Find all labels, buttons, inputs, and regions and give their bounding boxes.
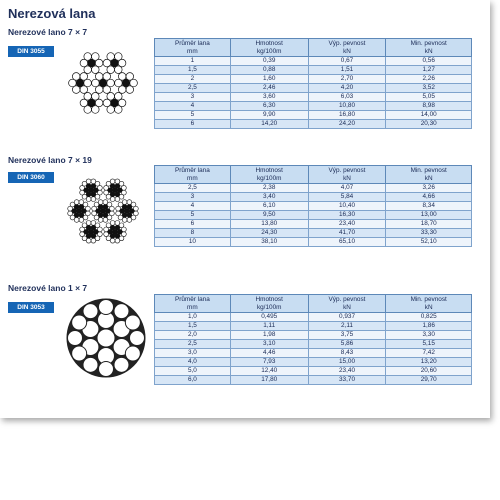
table-cell: 2,38 [230, 184, 308, 193]
table-row [155, 57, 472, 66]
table-cell: 14,20 [230, 120, 308, 129]
table-cell: 1,60 [230, 75, 308, 84]
header-weight: Hmotnost kg/100m [230, 39, 308, 57]
table-cell: 2,5 [155, 184, 231, 193]
table-cell: 29,70 [386, 376, 472, 385]
table-cell: 2,5 [155, 84, 231, 93]
table-cell: 1,86 [386, 322, 472, 331]
table-cell: 10,80 [308, 102, 386, 111]
spec-table-7x19 [154, 165, 472, 247]
table-cell: 41,70 [308, 229, 386, 238]
table-cell: 7,93 [230, 358, 308, 367]
table-row [155, 376, 472, 385]
table-cell: 24,20 [308, 120, 386, 129]
table-cell: 6,10 [230, 202, 308, 211]
table-row [155, 111, 472, 120]
table-cell: 0,937 [308, 313, 386, 322]
table-cell: 10 [155, 238, 231, 247]
table-cell: 4 [155, 102, 231, 111]
table-cell: 0,495 [230, 313, 308, 322]
table-row [155, 340, 472, 349]
table-row [155, 367, 472, 376]
table-cell: 5,05 [386, 93, 472, 102]
table-cell: 5,15 [386, 340, 472, 349]
table-cell: 16,80 [308, 111, 386, 120]
table-row [155, 349, 472, 358]
table-cell: 0,88 [230, 66, 308, 75]
table-row [155, 220, 472, 229]
header-diameter: Průměr lana mm [155, 166, 231, 184]
table-cell: 3,10 [230, 340, 308, 349]
table-cell: 3,60 [230, 93, 308, 102]
table-cell: 2,46 [230, 84, 308, 93]
table-cell: 13,20 [386, 358, 472, 367]
table-row [155, 238, 472, 247]
table-cell: 8,98 [386, 102, 472, 111]
table-cell: 20,60 [386, 367, 472, 376]
table-cell: 8,34 [386, 202, 472, 211]
table-row [155, 184, 472, 193]
table-cell: 4,07 [308, 184, 386, 193]
header-diameter: Průměr lana mm [155, 295, 231, 313]
table-cell: 5 [155, 111, 231, 120]
table-row [155, 211, 472, 220]
header-min-strength: Min. pevnost kN [386, 295, 472, 313]
header-calc-strength: Výp. pevnost kN [308, 39, 386, 57]
table-cell: 3,75 [308, 331, 386, 340]
table-cell: 3,0 [155, 349, 231, 358]
table-cell: 4,0 [155, 358, 231, 367]
table-cell: 4 [155, 202, 231, 211]
table-cell: 3,40 [230, 193, 308, 202]
table-cell: 9,90 [230, 111, 308, 120]
section-title-7x7: Nerezové lano 7 × 7 [8, 27, 88, 37]
table-cell: 8 [155, 229, 231, 238]
table-cell: 1,0 [155, 313, 231, 322]
table-cell: 3,30 [386, 331, 472, 340]
header-weight: Hmotnost kg/100m [230, 166, 308, 184]
table-cell: 4,20 [308, 84, 386, 93]
table-cell: 6,0 [155, 376, 231, 385]
table-row [155, 84, 472, 93]
table-cell: 0,39 [230, 57, 308, 66]
table-cell: 6 [155, 120, 231, 129]
table-cell: 2,11 [308, 322, 386, 331]
table-cell: 2,5 [155, 340, 231, 349]
header-min-strength: Min. pevnost kN [386, 166, 472, 184]
table-cell: 3 [155, 193, 231, 202]
spec-table-7x7 [154, 38, 472, 129]
table-cell: 10,40 [308, 202, 386, 211]
table-cell: 6,03 [308, 93, 386, 102]
table-cell: 16,30 [308, 211, 386, 220]
table-cell: 15,00 [308, 358, 386, 367]
table-row [155, 66, 472, 75]
din-badge-3053: DIN 3053 [8, 302, 54, 313]
table-cell: 5 [155, 211, 231, 220]
table-row [155, 313, 472, 322]
table-cell: 23,40 [308, 367, 386, 376]
table-cell: 0,67 [308, 57, 386, 66]
table-cell: 18,70 [386, 220, 472, 229]
table-cell: 38,10 [230, 238, 308, 247]
table-row [155, 93, 472, 102]
table-cell: 17,80 [230, 376, 308, 385]
page-title: Nerezová lana [8, 6, 96, 21]
rope-7x7-illustration [62, 42, 144, 124]
table-cell: 12,40 [230, 367, 308, 376]
table-cell: 8,43 [308, 349, 386, 358]
section-title-1x7: Nerezové lano 1 × 7 [8, 283, 88, 293]
table-row [155, 331, 472, 340]
table-cell: 33,70 [308, 376, 386, 385]
table-cell: 1 [155, 57, 231, 66]
table-cell: 2,26 [386, 75, 472, 84]
table-row [155, 120, 472, 129]
table-cell: 24,30 [230, 229, 308, 238]
table-cell: 23,40 [308, 220, 386, 229]
table-cell: 0,56 [386, 57, 472, 66]
rope-1x7-illustration [62, 294, 150, 382]
spec-table-1x7 [154, 294, 472, 385]
table-row [155, 358, 472, 367]
table-cell: 52,10 [386, 238, 472, 247]
table-cell: 3 [155, 93, 231, 102]
table-cell: 33,30 [386, 229, 472, 238]
table-cell: 4,46 [230, 349, 308, 358]
table-cell: 1,98 [230, 331, 308, 340]
table-cell: 1,27 [386, 66, 472, 75]
table-cell: 9,50 [230, 211, 308, 220]
header-calc-strength: Výp. pevnost kN [308, 295, 386, 313]
table-cell: 14,00 [386, 111, 472, 120]
header-weight: Hmotnost kg/100m [230, 295, 308, 313]
table-cell: 3,26 [386, 184, 472, 193]
table-row [155, 75, 472, 84]
table-cell: 5,84 [308, 193, 386, 202]
table-cell: 1,11 [230, 322, 308, 331]
table-cell: 1,5 [155, 322, 231, 331]
rope-7x19-illustration [62, 170, 144, 252]
table-cell: 20,30 [386, 120, 472, 129]
table-cell: 3,52 [386, 84, 472, 93]
table-cell: 0,825 [386, 313, 472, 322]
table-cell: 6 [155, 220, 231, 229]
table-cell: 5,86 [308, 340, 386, 349]
table-cell: 6,30 [230, 102, 308, 111]
table-cell: 4,66 [386, 193, 472, 202]
section-title-7x19: Nerezové lano 7 × 19 [8, 155, 92, 165]
table-row [155, 322, 472, 331]
table-row [155, 202, 472, 211]
table-cell: 2,70 [308, 75, 386, 84]
din-badge-3060: DIN 3060 [8, 172, 54, 183]
din-badge-3055: DIN 3055 [8, 46, 54, 57]
header-min-strength: Min. pevnost kN [386, 39, 472, 57]
table-row [155, 193, 472, 202]
table-cell: 5,0 [155, 367, 231, 376]
table-cell: 2 [155, 75, 231, 84]
header-diameter: Průměr lana mm [155, 39, 231, 57]
table-cell: 1,51 [308, 66, 386, 75]
table-cell: 13,80 [230, 220, 308, 229]
table-cell: 65,10 [308, 238, 386, 247]
table-row [155, 229, 472, 238]
table-cell: 1,5 [155, 66, 231, 75]
table-cell: 13,00 [386, 211, 472, 220]
table-cell: 7,42 [386, 349, 472, 358]
header-calc-strength: Výp. pevnost kN [308, 166, 386, 184]
table-cell: 2,0 [155, 331, 231, 340]
table-row [155, 102, 472, 111]
